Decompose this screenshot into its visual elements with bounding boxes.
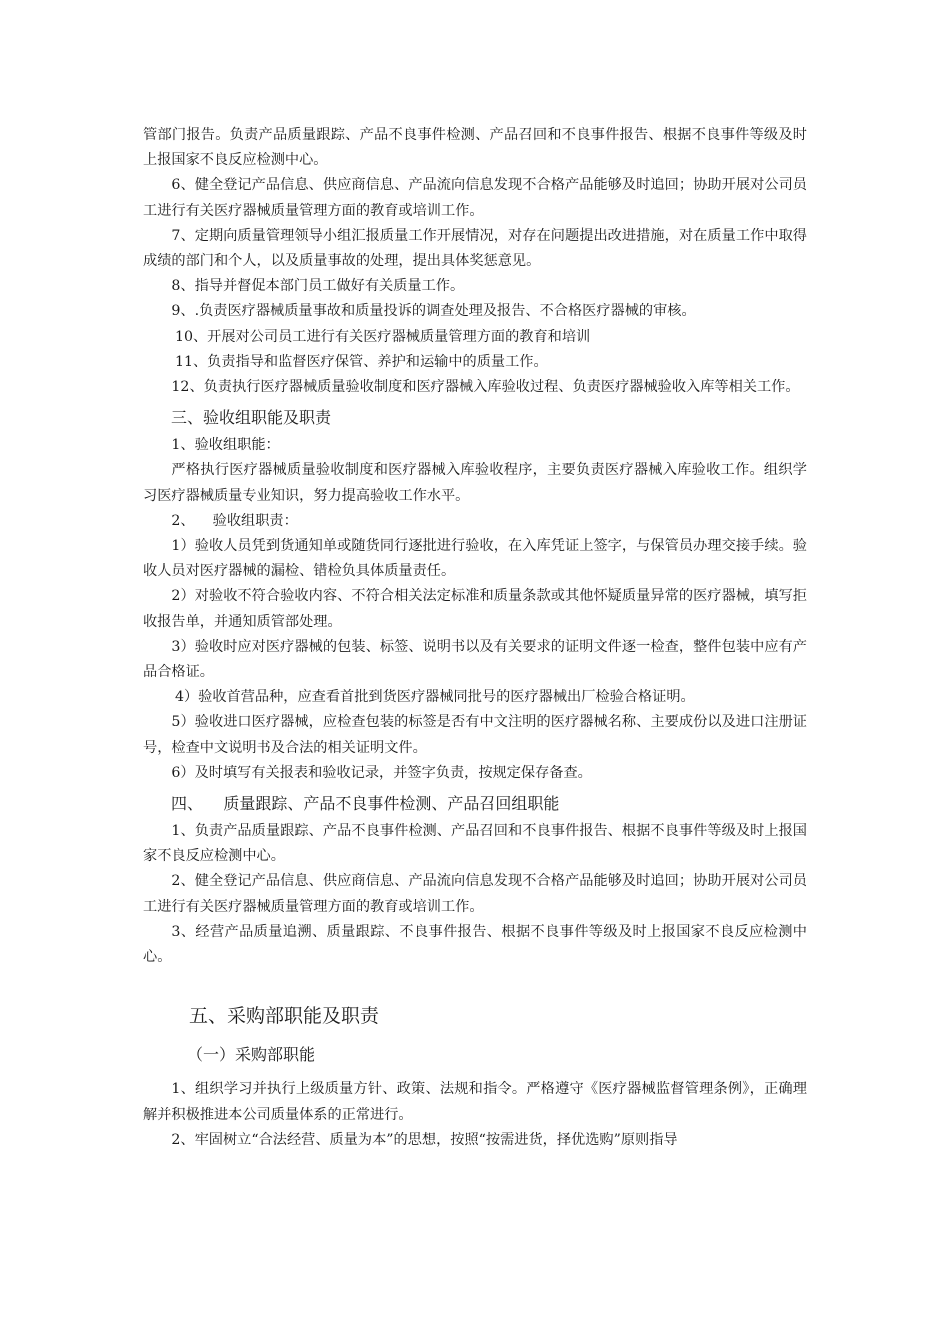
paragraph: 严格执行医疗器械质量验收制度和医疗器械入库验收程序，主要负责医疗器械入库验收工作。组织学习医疗器械质量专业知识，努力提高验收工作水平。	[143, 462, 807, 504]
paragraph: 7、定期向质量管理领导小组汇报质量工作开展情况，对存在问题提出改进措施，对在质量工作中取得成绩的部门和个人，以及质量事故的处理，提出具体奖惩意见。	[143, 227, 807, 270]
paragraph: 2、牢固树立“合法经营、质量为本”的思想，按照“按需进货，择优选购”原则指导	[171, 1131, 678, 1148]
paragraph: 6、健全登记产品信息、供应商信息、产品流向信息发现不合格产品能够及时追回；协助开展对公司员工进行有关医疗器械质量管理方面的教育或培训工作。	[143, 177, 807, 219]
section-heading: 三、验收组职能及职责	[171, 408, 332, 428]
paragraph: 6）及时填写有关报表和验收记录，并签字负责，按规定保存备查。	[171, 764, 592, 781]
paragraph: 2、健全登记产品信息、供应商信息、产品流向信息发现不合格产品能够及时追回；协助开展对公司员工进行有关医疗器械质量管理方面的教育或培训工作。	[143, 873, 807, 915]
document-page	[143, 123, 807, 1153]
subsection-heading: （一）采购部职能	[187, 1045, 316, 1065]
paragraph: 8、指导并督促本部门员工做好有关质量工作。	[171, 278, 465, 295]
paragraph: 1、组织学习并执行上级质量方针、政策、法规和指令。严格遵守《医疗器械监督管理条例》，正确理解并积极推进本公司质量体系的正常进行。	[143, 1081, 807, 1123]
paragraph: 2、 验收组职责：	[171, 512, 298, 529]
paragraph: 4）验收首营品种，应查看首批到货医疗器械同批号的医疗器械出厂检验合格证明。	[174, 689, 695, 706]
section-heading: 四、 质量跟踪、产品不良事件检测、产品召回组职能	[171, 794, 560, 814]
paragraph: 5）验收进口医疗器械，应检查包装的标签是否有中文注明的医疗器械名称、主要成份以及进口注册证号，检查中文说明书及合法的相关证明文件。	[143, 714, 807, 756]
paragraph: 2）对验收不符合验收内容、不符合相关法定标准和质量条款或其他怀疑质量异常的医疗器械，填写拒收报告单，并通知质管部处理。	[143, 588, 807, 630]
paragraph: 3）验收时应对医疗器械的包装、标签、说明书以及有关要求的证明文件逐一检查，整件包装中应有产品合格证。	[143, 638, 807, 681]
paragraph: 12、负责执行医疗器械质量验收制度和医疗器械入库验收过程、负责医疗器械验收入库等相关工作。	[171, 379, 800, 396]
paragraph: 9、.负责医疗器械质量事故和质量投诉的调查处理及报告、不合格医疗器械的审核。	[171, 303, 696, 320]
paragraph: 11、负责指导和监督医疗保管、养护和运输中的质量工作。	[174, 353, 548, 370]
paragraph: 1、验收组职能：	[171, 437, 280, 454]
paragraph: 管部门报告。负责产品质量跟踪、产品不良事件检测、产品召回和不良事件报告、根据不良事件等级及时上报国家不良反应检测中心。	[143, 127, 807, 169]
paragraph: 3、经营产品质量追溯、质量跟踪、不良事件报告、根据不良事件等级及时上报国家不良反应检测中心。	[143, 923, 807, 966]
paragraph: 10、开展对公司员工进行有关医疗器械质量管理方面的教育和培训	[174, 328, 591, 345]
paragraph: 1、负责产品质量跟踪、产品不良事件检测、产品召回和不良事件报告、根据不良事件等级及时上报国家不良反应检测中心。	[143, 823, 807, 865]
paragraph: 1）验收人员凭到货通知单或随货同行逐批进行验收，在入库凭证上签字，与保管员办理交接手续。验收人员对医疗器械的漏检、错检负具体质量责任。	[143, 538, 807, 580]
section-heading: 五、采购部职能及职责	[189, 1005, 380, 1028]
